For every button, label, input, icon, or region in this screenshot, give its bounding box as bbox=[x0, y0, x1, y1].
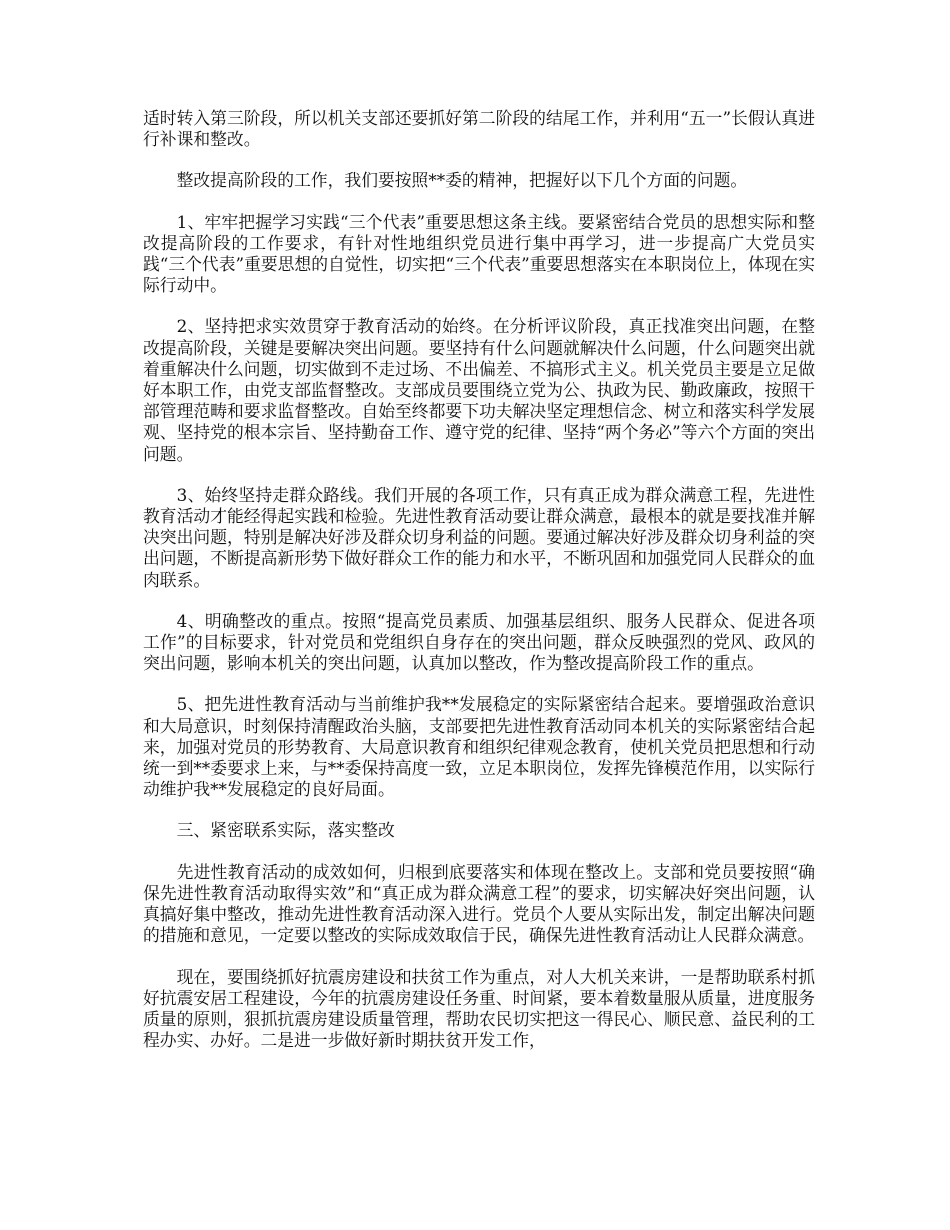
paragraph-10: 现在，要围绕抓好抗震房建设和扶贫工作为重点，对人大机关来讲，一是帮助联系村抓好抗震安居工程建设，今年的抗震房建设任务重、时间紧，要本着数量服从质量，进度服务质量的原则，狠抓抗震房建设质量管理，帮助农民切实把这一得民心、顺民意、益民利的工程办实、办好。二是进一步做好新时期扶贫开发工作， bbox=[143, 966, 815, 1051]
paragraph-6: 4、明确整改的重点。按照“提高党员素质、加强基层组织、服务人民群众、促进各项工作”的目标要求，针对党员和党组织自身存在的突出问题，群众反映强烈的党风、政风的突出问题，影响本机关的突出问题，认真加以整改，作为整改提高阶段工作的重点。 bbox=[143, 610, 815, 674]
paragraph-5: 3、始终坚持走群众路线。我们开展的各项工作，只有真正成为群众满意工程，先进性教育活动才能经得起实践和检验。先进性教育活动要让群众满意，最根本的就是要找准并解决突出问题，特别是解决好涉及群众切身利益的问题。要通过解决好涉及群众切身利益的突出问题，不断提高新形势下做好群众工作的能力和水平，不断巩固和加强党同人民群众的血肉联系。 bbox=[143, 484, 815, 590]
paragraph-3: 1、牢牢把握学习实践“三个代表”重要思想这条主线。要紧密结合党员的思想实际和整改提高阶段的工作要求，有针对性地组织党员进行集中再学习，进一步提高广大党员实践“三个代表”重要思想的自觉性，切实把“三个代表”重要思想落实在本职岗位上，体现在实际行动中。 bbox=[143, 211, 816, 296]
paragraph-1: 适时转入第三阶段，所以机关支部还要抓好第二阶段的结尾工作，并利用“五一”长假认真进行补课和整改。 bbox=[143, 108, 815, 150]
document-body bbox=[143, 108, 815, 1071]
paragraph-4: 2、坚持把求实效贯穿于教育活动的始终。在分析评议阶段，真正找准突出问题，在整改提高阶段，关键是要解决突出问题。要坚持有什么问题就解决什么问题，什么问题突出就着重解决什么问题，切实做到不走过场、不出偏差、不搞形式主义。机关党员主要是立足做好本职工作，由党支部监督整改。支部成员要围绕立党为公、执政为民、勤政廉政，按照干部管理范畴和要求监督整改。自始至终都要下功夫解决坚定理想信念、树立和落实科学发展观、坚持党的根本宗旨、坚持勤奋工作、遵守党的纪律、坚持“两个务必”等六个方面的突出问题。 bbox=[143, 316, 815, 464]
paragraph-2: 整改提高阶段的工作，我们要按照**委的精神，把握好以下几个方面的问题。 bbox=[176, 170, 748, 191]
paragraph-7: 5、把先进性教育活动与当前维护我**发展稳定的实际紧密结合起来。要增强政治意识和大局意识，时刻保持清醒政治头脑，支部要把先进性教育活动同本机关的实际紧密结合起来，加强对党员的形势教育、大局意识教育和组织纪律观念教育，使机关党员把思想和行动统一到**委要求上来，与**委保持高度一致，立足本职岗位，发挥先锋模范作用，以实际行动维护我**发展稳定的良好局面。 bbox=[143, 694, 815, 800]
section-heading: 三、紧密联系实际，落实整改 bbox=[176, 820, 395, 841]
paragraph-9: 先进性教育活动的成效如何，归根到底要落实和体现在整改上。支部和党员要按照“确保先进性教育活动取得实效”和“真正成为群众满意工程”的要求，切实解决好突出问题，认真搞好集中整改，推动先进性教育活动深入进行。党员个人要从实际出发，制定出解决问题的措施和意见，一定要以整改的实际成效取信于民，确保先进性教育活动让人民群众满意。 bbox=[143, 861, 815, 946]
